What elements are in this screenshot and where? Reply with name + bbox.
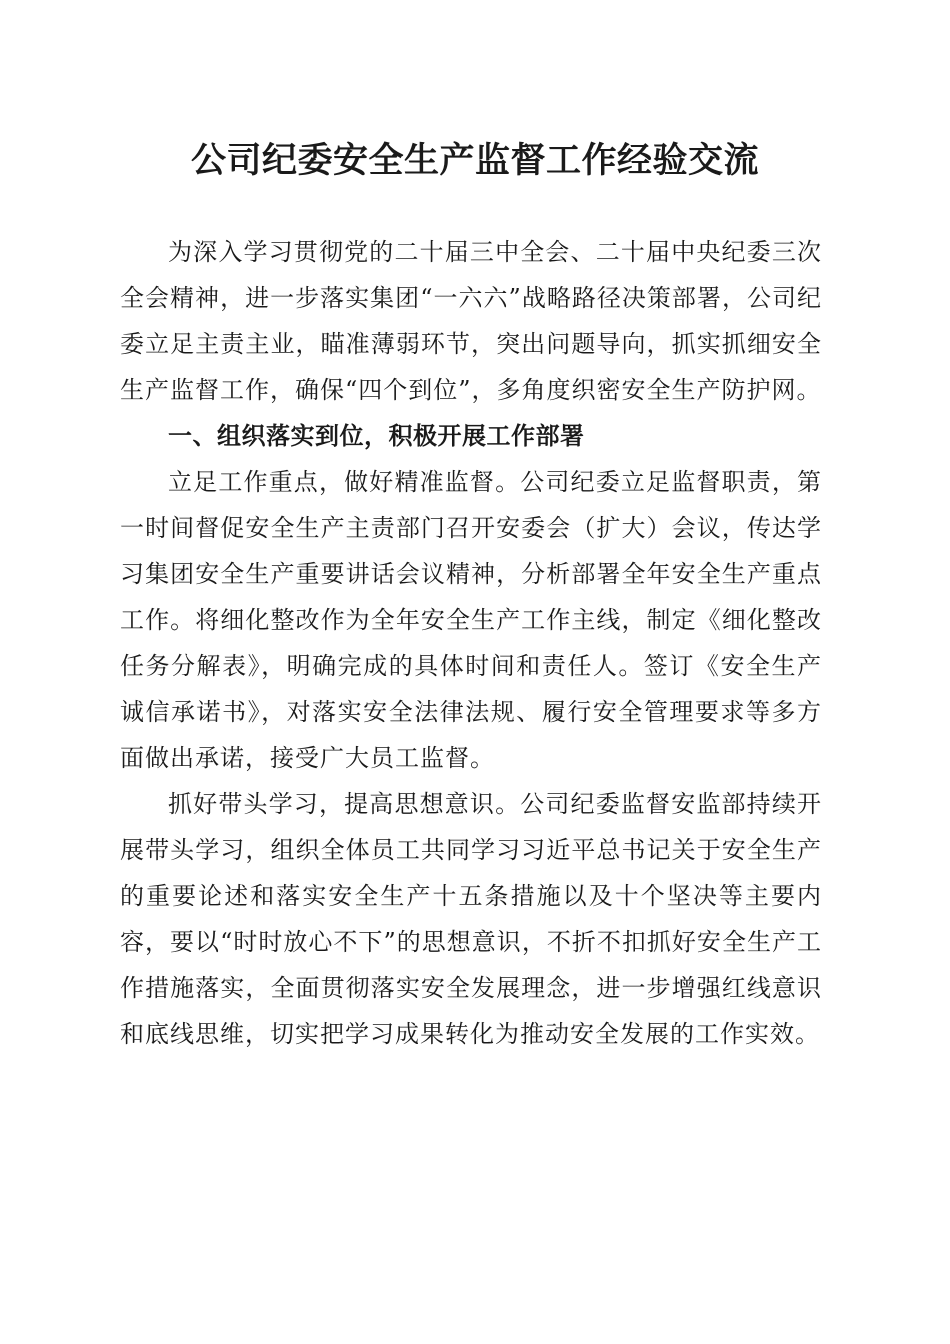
section-1-paragraph-2: 抓好带头学习，提高思想意识。公司纪委监督安监部持续开展带头学习，组织全体员工共同学习习近平总书记关于安全生产的重要论述和落实安全生产十五条措施以及十个坚决等主要内容，要以“时时放心不下”的思想意识，不折不扣抓好安全生产工作措施落实，全面贯彻落实安全发展理念，进一步增强红线意识和底线思维，切实把学习成果转化为推动安全发展的工作实效。 — [120, 790, 822, 1048]
section-heading-1: 一、组织落实到位，积极开展工作部署 — [168, 422, 585, 450]
document-body — [120, 229, 822, 1057]
intro-paragraph: 为深入学习贯彻党的二十届三中全会、二十届中央纪委三次全会精神，进一步落实集团“一六六”战略路径决策部署，公司纪委立足主责主业，瞄准薄弱环节，突出问题导向，抓实抓细安全生产监督工作，确保“四个到位”，多角度织密安全生产防护网。 — [120, 238, 822, 404]
section-1-paragraph-1: 立足工作重点，做好精准监督。公司纪委立足监督职责，第一时间督促安全生产主责部门召开安委会（扩大）会议，传达学习集团安全生产重要讲话会议精神，分析部署全年安全生产重点工作。将细化整改作为全年安全生产工作主线，制定《细化整改任务分解表》，明确完成的具体时间和责任人。签订《安全生产诚信承诺书》，对落实安全法律法规、履行安全管理要求等多方面做出承诺，接受广大员工监督。 — [120, 468, 822, 772]
document-title: 公司纪委安全生产监督工作经验交流 — [190, 140, 759, 181]
